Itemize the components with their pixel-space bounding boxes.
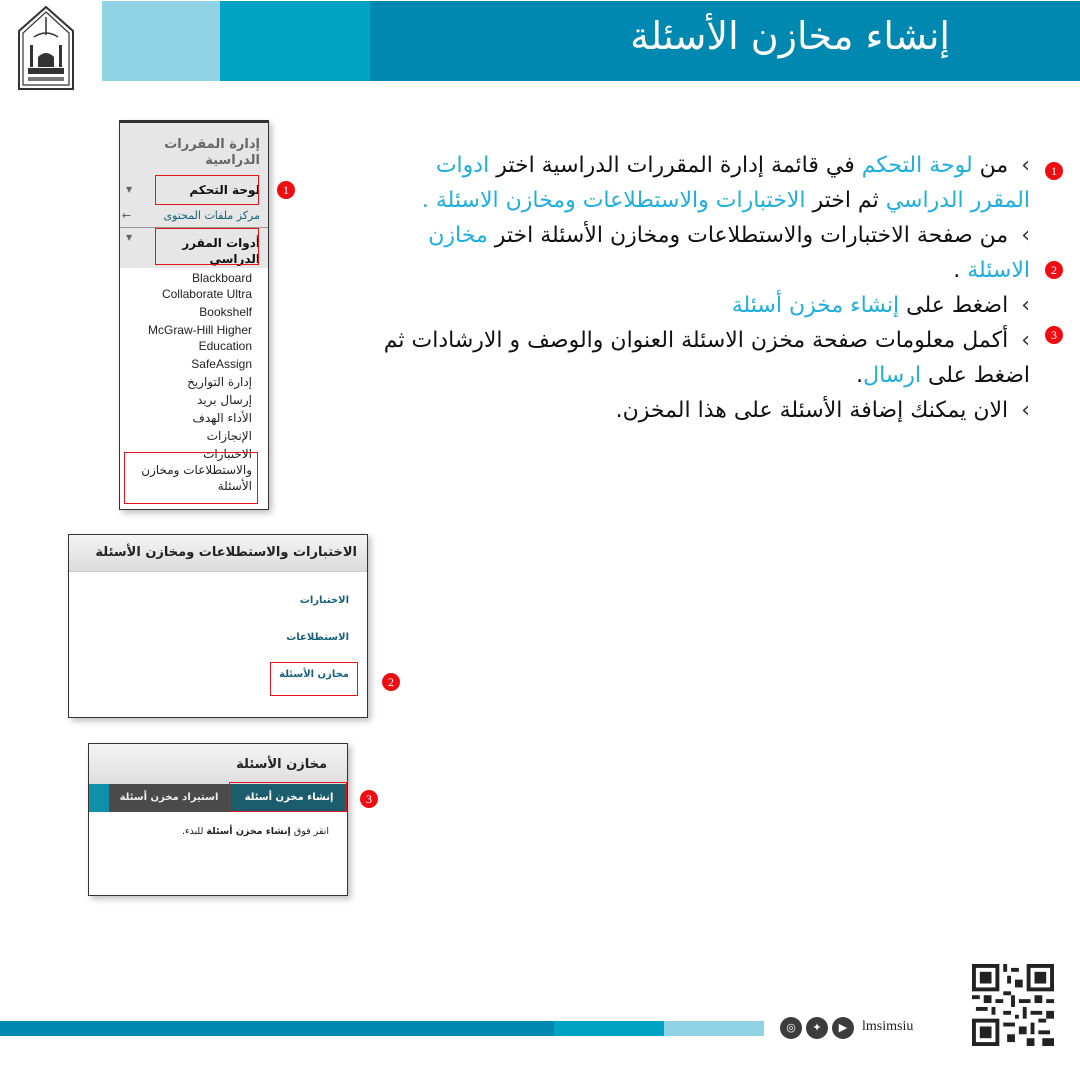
twitter-icon[interactable]: ✦ bbox=[806, 1017, 828, 1039]
tool-item[interactable]: إرسال بريد bbox=[197, 393, 252, 407]
step-text: الان يمكنك إضافة الأسئلة على هذا المخزن. bbox=[615, 398, 1009, 423]
heading-line: الدراسية bbox=[205, 153, 260, 168]
instagram-icon[interactable]: ◎ bbox=[780, 1017, 802, 1039]
step-badge-3: 3 bbox=[360, 790, 378, 808]
step-badge-1: 1 bbox=[277, 181, 295, 199]
message-bold: إنشاء مخزن أسئلة bbox=[206, 826, 291, 837]
menu-item-control-panel[interactable]: لوحة التحكم bbox=[189, 183, 260, 197]
collapse-triangle-icon[interactable]: ▼ bbox=[126, 233, 133, 242]
chevron-icon: › bbox=[1021, 293, 1030, 318]
chevron-icon: › bbox=[1021, 223, 1030, 248]
empty-message bbox=[182, 826, 329, 837]
arrow-left-icon: ← bbox=[122, 209, 132, 222]
social-handle[interactable]: lmsimsiu bbox=[862, 1019, 914, 1034]
step-highlight: ادوات المقرر الدراسي bbox=[435, 153, 1030, 213]
step-badge-1: 1 bbox=[1045, 162, 1063, 180]
footer-band-light bbox=[664, 1021, 764, 1036]
youtube-icon[interactable]: ▶ bbox=[832, 1017, 854, 1039]
highlight-tests-surveys-pools bbox=[124, 452, 258, 504]
course-management-heading bbox=[128, 137, 260, 169]
step-highlight: ارسال bbox=[863, 363, 921, 388]
highlight-build-pool bbox=[229, 782, 347, 812]
step-badge-2: 2 bbox=[382, 673, 400, 691]
chevron-icon: › bbox=[1021, 398, 1030, 423]
header-band-light bbox=[102, 1, 220, 81]
link-surveys[interactable]: الاستطلاعات bbox=[286, 632, 349, 643]
link-pools[interactable]: مخازن الأسئلة bbox=[279, 669, 349, 680]
instructions bbox=[380, 148, 1030, 428]
pools-panel bbox=[88, 743, 348, 896]
heading-line: إدارة المقررات bbox=[164, 137, 260, 152]
tool-item-tests[interactable]: الأسئلة bbox=[217, 479, 252, 493]
step-text: . bbox=[953, 258, 961, 283]
step-text: من صفحة الاختبارات والاستطلاعات ومخازن الأسئلة اختر bbox=[494, 223, 1009, 248]
message-text: للبدء. bbox=[181, 826, 204, 837]
message-text: انقر فوق bbox=[293, 826, 329, 837]
step-highlight: لوحة التحكم bbox=[861, 153, 973, 178]
tool-item[interactable]: الأداء الهدف bbox=[192, 411, 252, 425]
step-highlight: الاختبارات والاستطلاعات ومخازن الاسئلة . bbox=[421, 188, 806, 213]
qr-code[interactable] bbox=[972, 964, 1054, 1046]
footer-band-mid bbox=[554, 1021, 664, 1036]
highlight-pools-link bbox=[270, 662, 358, 696]
instruction-step-4 bbox=[380, 323, 1030, 393]
tool-item[interactable]: Blackboard bbox=[191, 271, 252, 285]
instruction-step-1 bbox=[380, 148, 1030, 218]
action-bar-edge bbox=[89, 784, 109, 812]
collapse-triangle-icon[interactable]: ▼ bbox=[126, 185, 133, 194]
tool-item[interactable]: SafeAssign bbox=[191, 357, 252, 371]
step-highlight: مخازن الاسئلة bbox=[428, 223, 1030, 283]
menu-item-content-collection[interactable]: مركز ملفات المحتوى bbox=[163, 209, 260, 222]
panel-title: مخازن الأسئلة bbox=[89, 744, 347, 784]
import-pool-button[interactable]: استيراد مخزن أسئلة bbox=[107, 784, 231, 812]
tool-item[interactable]: Collaborate Ultra bbox=[161, 287, 252, 301]
social-links bbox=[780, 1017, 854, 1039]
chevron-icon: › bbox=[1021, 328, 1030, 353]
step-text: أكمل معلومات صفحة مخزن الاسئلة العنوان والوصف و الارشادات ثم اضغط على bbox=[383, 328, 1030, 388]
tool-item-tests[interactable]: الاختبارات bbox=[203, 447, 252, 461]
step-text: في قائمة إدارة المقررات الدراسية اختر bbox=[496, 153, 855, 178]
build-pool-button[interactable]: إنشاء مخزن أسئلة bbox=[231, 784, 347, 812]
instruction-step-5 bbox=[380, 393, 1030, 428]
page-title: إنشاء مخازن الأسئلة bbox=[630, 14, 950, 58]
tool-item-tests[interactable]: والاستطلاعات ومخازن bbox=[141, 463, 252, 477]
tool-item[interactable]: الإنجازات bbox=[206, 429, 252, 443]
tool-item[interactable]: Education bbox=[198, 339, 252, 353]
course-tools-line: الدراسي bbox=[209, 252, 260, 266]
step-badge-3: 3 bbox=[1045, 326, 1063, 344]
step-text: . bbox=[856, 363, 864, 388]
tool-item[interactable]: Bookshelf bbox=[199, 305, 252, 319]
panel-title: الاختبارات والاستطلاعات ومخازن الأسئلة bbox=[69, 535, 367, 572]
step-badge-2: 2 bbox=[1045, 261, 1063, 279]
header-band-mid bbox=[220, 1, 370, 81]
step-text: ثم اختر bbox=[812, 188, 879, 213]
step-text: اضغط على bbox=[906, 293, 1009, 318]
tool-item[interactable]: McGraw-Hill Higher bbox=[147, 323, 252, 337]
course-tools-line: أدوات المقرر bbox=[182, 236, 260, 250]
link-tests[interactable]: الاختبارات bbox=[299, 595, 349, 606]
footer-band-dark bbox=[0, 1021, 554, 1036]
step-highlight: إنشاء مخزن أسئلة bbox=[731, 293, 900, 318]
highlight-course-tools bbox=[155, 228, 259, 265]
chevron-icon: › bbox=[1021, 153, 1030, 178]
tool-item[interactable]: إدارة التواريخ bbox=[187, 375, 252, 389]
step-text: من bbox=[979, 153, 1009, 178]
highlight-control-panel bbox=[155, 175, 259, 205]
instruction-step-3 bbox=[380, 288, 1030, 323]
instruction-step-2 bbox=[380, 218, 1030, 288]
university-logo bbox=[16, 5, 76, 91]
